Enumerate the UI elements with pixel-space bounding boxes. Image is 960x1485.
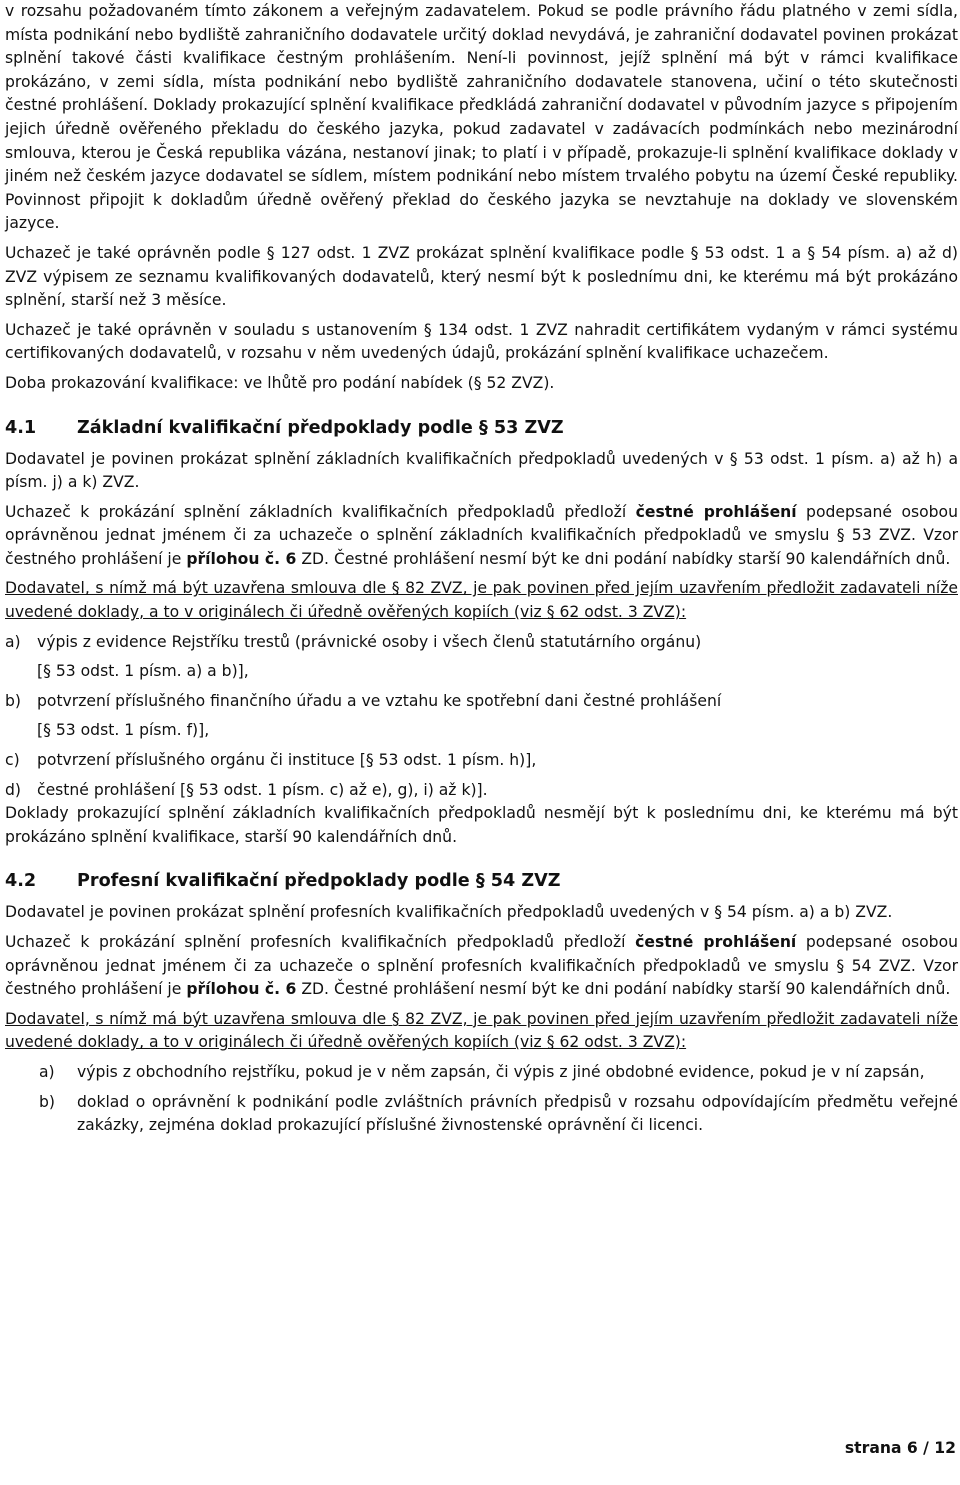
page-number: strana 6 / 12: [844, 1439, 956, 1457]
list-item: b) potvrzení příslušného finančního úřadu a ve vztahu ke spotřební dani čestné prohlášení: [5, 691, 722, 710]
list-item-reference: [§ 53 odst. 1 písm. a) a b)],: [37, 662, 249, 681]
paragraph-certificate: Uchazeč je také oprávněn v souladu s ustanovením § 134 odst. 1 ZVZ nahradit certifikátem vydaným v rámci systému certifikovaných dodavatelů, v rozsahu v něm uvedených údajů, prokázání splnění kvalifikace uchazečem.: [5, 320, 958, 363]
paragraph-basic-declaration: Uchazeč k prokázání splnění základních kvalifikačních předpokladů předloží čestné prohlášení podepsané osobou oprávněnou jednat jménem či za uchazeče o splnění základních kvalifikačních předpokladů ve smyslu § 53 ZVZ. Vzor čestného prohlášení je přílohou č. 6 ZD. Čestné prohlášení nesmí být ke dni podání nabídky starší 90 kalendářních dnů.: [5, 502, 958, 568]
paragraph-professional-documents: Dodavatel, s nímž má být uzavřena smlouva dle § 82 ZVZ, je pak povinen před jejím uzavřením předložit zadavateli níže uvedené doklady, a to v originálech či úředně ověřených kopiích (viz § 62 odst. 3 ZVZ):: [5, 1009, 958, 1052]
paragraph-professional-declaration: Uchazeč k prokázání splnění profesních kvalifikačních předpokladů předloží čestné prohlášení podepsané osobou oprávněnou jednat jménem či za uchazeče o splnění profesních kvalifikačních předpokladů ve smyslu § 54 ZVZ. Vzor čestného prohlášení je přílohou č. 6 ZD. Čestné prohlášení nesmí být ke dni podání nabídky starší 90 kalendářních dnů.: [5, 933, 958, 999]
section-heading-4-1: 4.1 Základní kvalifikační předpoklady podle § 53 ZVZ: [5, 417, 564, 438]
paragraph-basic-documents: Dodavatel, s nímž má být uzavřena smlouva dle § 82 ZVZ, je pak povinen před jejím uzavřením předložit zadavateli níže uvedené doklady, a to v originálech či úředně ověřených kopiích (viz § 62 odst. 3 ZVZ):: [5, 579, 958, 622]
section-heading-4-2: 4.2 Profesní kvalifikační předpoklady podle § 54 ZVZ: [5, 871, 561, 892]
list-item: d) čestné prohlášení [§ 53 odst. 1 písm. c) až e), g), i) až k)].: [5, 780, 488, 799]
list-item: c) potvrzení příslušného orgánu či instituce [§ 53 odst. 1 písm. h)],: [5, 751, 537, 770]
list-item: a) výpis z evidence Rejstříku trestů (právnické osoby i všech členů statutárního orgánu): [5, 632, 702, 651]
list-item-reference: [§ 53 odst. 1 písm. f)],: [37, 721, 210, 740]
paragraph-basic-validity: Doklady prokazující splnění základních kvalifikačních předpokladů nesmějí být k poslednímu dni, ke kterému má být prokázáno splnění kvalifikace, starší 90 kalendářních dnů.: [5, 804, 958, 846]
list-item: b) doklad o oprávnění k podnikání podle zvláštních právních předpisů v rozsahu odpovídajícím předmětu veřejné zakázky, zejména doklad prokazující příslušné živnostenské oprávnění či licenci.: [39, 1092, 958, 1135]
paragraph-foreign-supplier: v rozsahu požadovaném tímto zákonem a veřejným zadavatelem. Pokud se podle právního řádu platného v zemi sídla, místa podnikání nebo bydliště zahraničního dodavatele určitý doklad nevydává, je zahraniční dodavatel povinen prokázat splnění takové části kvalifikace čestným prohlášením. Není-li povinnost, jejíž splnění má být v rámci kvalifikace prokázáno, v zemi sídla, místa podnikání nebo bydliště zahraničního dodavatele stanovena, učiní o této skutečnosti čestné prohlášení. Doklady prokazující splnění kvalifikace předkládá zahraniční dodavatel v původním jazyce s připojením jejich úředně ověřeného překladu do českého jazyka, pokud zadavatel v zadávacích podmínkách nebo mezinárodní smlouva, kterou je Česká republika vázána, nestanoví jinak; to platí i v případě, prokazuje-li splnění kvalifikace doklady v jiném než českém jazyce dodavatel se sídlem, místem podnikání nebo místem trvalého pobytu na území České republiky. Povinnost připojit k dokladům úředně ověřený překlad do českého jazyka se nevztahuje na doklady ve slovenském jazyce.: [5, 2, 959, 233]
paragraph-proof-deadline: Doba prokazování kvalifikace: ve lhůtě pro podání nabídek (§ 52 ZVZ).: [5, 373, 555, 392]
document-page: [5, 0, 958, 1138]
list-item: a) výpis z obchodního rejstříku, pokud je v něm zapsán, či výpis z jiné obdobné evidence, pokud je v ní zapsán,: [39, 1062, 925, 1081]
paragraph-qualified-list: Uchazeč je také oprávněn podle § 127 odst. 1 ZVZ prokázat splnění kvalifikace podle § 53 odst. 1 a § 54 písm. a) až d) ZVZ výpisem ze seznamu kvalifikovaných dodavatelů, který nesmí být k poslednímu dni, ke kterému má být prokázáno splnění, starší než 3 měsíce.: [5, 243, 958, 310]
paragraph-basic-requirement: Dodavatel je povinen prokázat splnění základních kvalifikačních předpokladů uvedených v § 53 odst. 1 písm. a) až h) a písm. j) a k) ZVZ.: [5, 449, 958, 492]
paragraph-professional-requirement: Dodavatel je povinen prokázat splnění profesních kvalifikačních předpokladů uvedených v § 54 písm. a) a b) ZVZ.: [5, 903, 893, 922]
